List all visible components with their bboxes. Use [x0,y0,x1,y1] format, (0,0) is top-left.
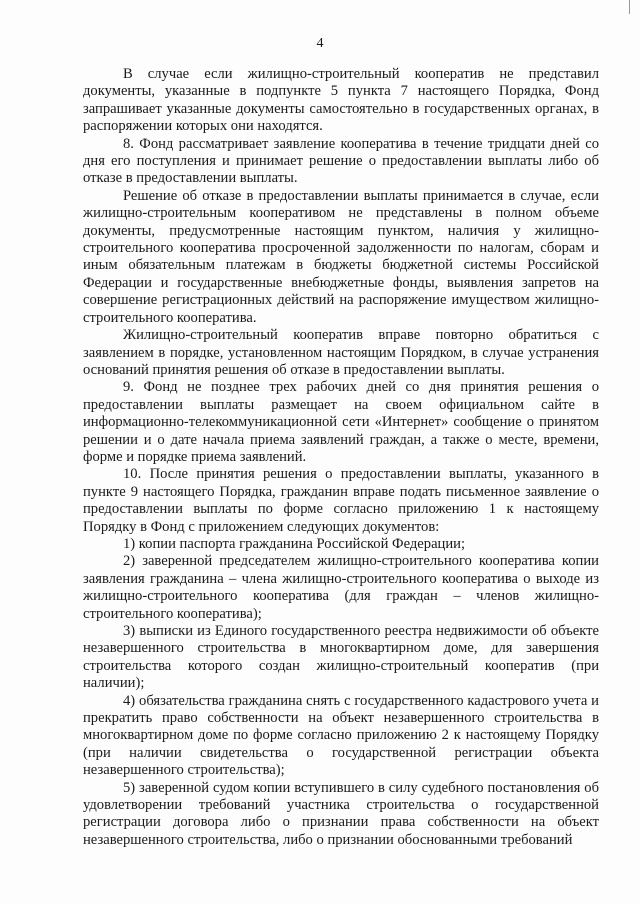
paragraph: Решение об отказе в предоставлении выплаты принимается в случае, если жилищно-строительным кооперативом не представлены в полном объеме документы, предусмотренные настоящим пунктом, наличия у жилищно-строительного кооператива просроченной задолженности по налогам, сборам и иным обязательным платежам в бюджеты бюджетной системы Российской Федерации и государственные внебюджетные фонды, выявления запретов на совершение регистрационных действий на распоряжение имуществом жилищно-строительного кооператива. [83,187,599,326]
paragraph: Жилищно-строительный кооператив вправе повторно обратиться с заявлением в порядке, установленном настоящим Порядком, в случае устранения оснований принятия решения об отказе в предоставлении выплаты. [83,327,599,378]
list-item: 3) выписки из Единого государственного реестра недвижимости об объекте незавершенного строительства в многоквартирном доме, для завершения строительства которого создан жилищно-строительный кооператив (при наличии); [83,623,599,692]
list-item: 1) копии паспорта гражданина Российской Федерации; [123,535,466,552]
paragraph: В случае если жилищно-строительный кооператив не представил документы, указанные в подпункте 5 пункта 7 настоящего Порядка, Фонд запрашивает указанные документы самостоятельно в государственных органах, в распоряжении которых они находятся. [83,66,599,135]
list-item: 2) заверенной председателем жилищно-строительного кооператива копии заявления гражданина – члена жилищно-строительного кооператива о выходе из жилищно-строительного кооператива (для граждан – членов жилищно-строительного кооператива); [83,553,599,622]
list-item: 5) заверенной судом копии вступившего в силу судебного постановления об удовлетворении требований участника строительства о государственной регистрации договора либо о признании права собственности на объект незавершенного строительства, либо о признании обоснованными требований [83,779,599,848]
document-body [83,66,599,849]
scan-edge-mark [629,0,636,14]
paragraph: 10. После принятия решения о предоставлении выплаты, указанного в пункте 9 настоящего Порядка, гражданин вправе подать письменное заявление о предоставлении выплаты по форме согласно приложению 1 к настоящему Порядку в Фонд с приложением следующих документов: [83,466,599,535]
paragraph: 8. Фонд рассматривает заявление кооператива в течение тридцати дней со дня его поступления и принимает решение о предоставлении выплаты либо об отказе в предоставлении выплаты. [83,135,599,187]
paragraph: 9. Фонд не позднее трех рабочих дней со дня принятия решения о предоставлении выплаты размещает на своем официальном сайте в информационно-телекоммуникационной сети «Интернет» сообщение о принятом решении и о дате начала приема заявлений граждан, а также о месте, времени, форме и порядке приема заявлений. [83,379,599,465]
list-item: 4) обязательства гражданина снять с государственного кадастрового учета и прекратить право собственности на объект незавершенного строительства в многоквартирном доме по форме согласно приложению 2 к настоящему Порядку (при наличии свидетельства о государственной регистрации объекта незавершенного строительства); [83,692,599,779]
page-number: 4 [316,36,324,51]
